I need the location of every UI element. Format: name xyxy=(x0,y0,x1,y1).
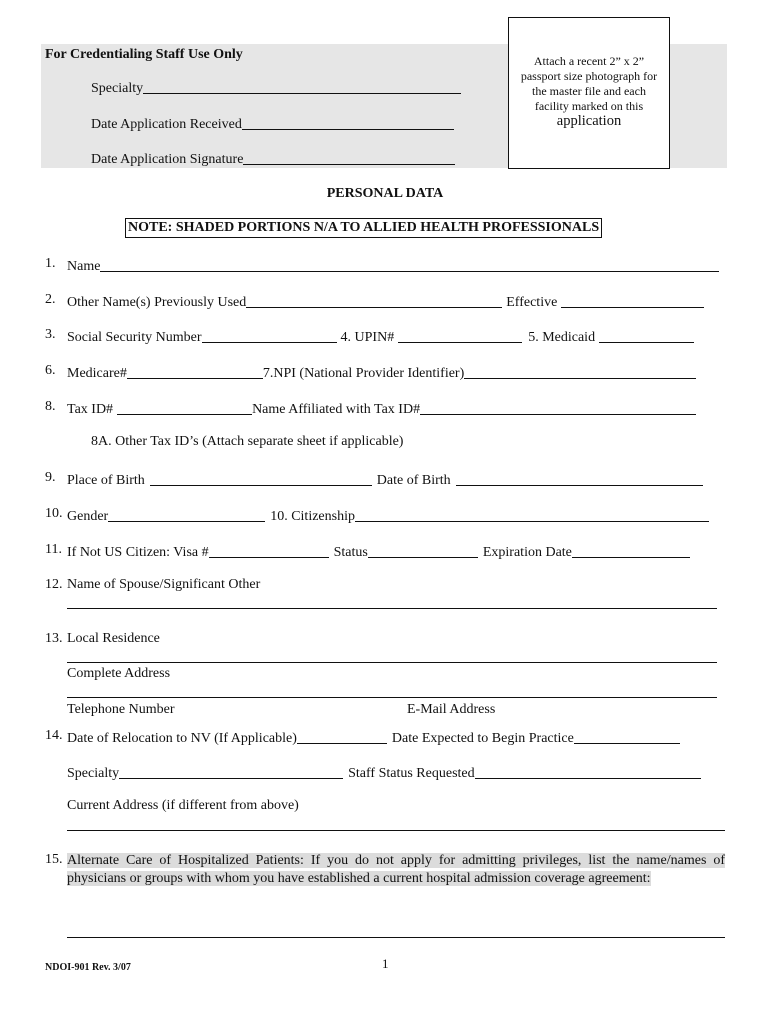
staff-specialty-row xyxy=(91,78,461,97)
alternate-care-text xyxy=(67,852,725,888)
item-number: 12. xyxy=(45,577,63,592)
citizenship-field[interactable] xyxy=(355,506,709,522)
alternate-care-field[interactable] xyxy=(67,937,725,938)
alternate-care-shaded: Alternate Care of Hospitalized Patients: If you do not apply for admitting privileges, list the name/names of physicians or groups with whom you have established a current hospital admission coverage agreement: xyxy=(67,853,725,886)
item-number: 11. xyxy=(45,542,62,557)
spouse-field[interactable] xyxy=(67,608,717,609)
specialty-row xyxy=(67,763,701,782)
expiration-label: Expiration Date xyxy=(482,545,572,560)
relocation-field[interactable] xyxy=(297,728,387,744)
complete-address-label: Complete Address xyxy=(67,666,171,681)
page-title: PERSONAL DATA xyxy=(326,186,444,201)
form-id: NDOI-901 Rev. 3/07 xyxy=(45,962,131,973)
date-received-label: Date Application Received xyxy=(91,117,242,132)
item-number: 10. xyxy=(45,506,63,521)
other-names-field[interactable] xyxy=(246,292,502,308)
staff-status-label: Staff Status Requested xyxy=(348,766,475,781)
effective-field[interactable] xyxy=(561,292,704,308)
item-number: 14. xyxy=(45,728,63,743)
staff-specialty-field[interactable] xyxy=(143,78,461,94)
npi-field[interactable] xyxy=(464,363,696,379)
status-label: Status xyxy=(333,545,368,560)
photo-instructions xyxy=(519,54,659,129)
other-names-label: Other Name(s) Previously Used xyxy=(67,295,247,310)
visa-label: If Not US Citizen: Visa # xyxy=(67,545,209,560)
date-received-row xyxy=(91,114,454,133)
gender-row xyxy=(67,506,709,525)
item-number: 1. xyxy=(45,256,56,271)
current-address-field[interactable] xyxy=(67,830,725,831)
date-signature-row xyxy=(91,149,455,168)
medicare-field[interactable] xyxy=(127,363,263,379)
upin-field[interactable] xyxy=(398,327,522,343)
place-birth-label: Place of Birth xyxy=(67,473,145,488)
specialty-label: Specialty xyxy=(67,766,120,781)
local-residence-label: Local Residence xyxy=(67,631,160,646)
citizenship-label: 10. Citizenship xyxy=(270,509,355,524)
expiration-field[interactable] xyxy=(572,542,690,558)
other-names-row xyxy=(67,292,704,311)
medicaid-field[interactable] xyxy=(599,327,694,343)
place-birth-field[interactable] xyxy=(150,470,372,486)
local-residence-field[interactable] xyxy=(67,662,717,663)
visa-field[interactable] xyxy=(209,542,329,558)
name-field[interactable] xyxy=(100,256,719,272)
photo-text-line: passport size photograph for xyxy=(520,69,658,83)
relocation-label: Date of Relocation to NV (If Applicable) xyxy=(67,731,297,746)
item-number: 13. xyxy=(45,631,63,646)
email-label: E-Mail Address xyxy=(407,702,496,717)
other-tax-note: 8A. Other Tax ID’s (Attach separate sheet if applicable) xyxy=(91,434,404,449)
medicare-label: Medicare# xyxy=(67,366,127,381)
photo-text-line: application xyxy=(556,113,622,129)
page-number: 1 xyxy=(382,956,389,971)
name-tax-label: Name Affiliated with Tax ID# xyxy=(252,402,421,417)
visa-row xyxy=(67,542,690,561)
item-number: 2. xyxy=(45,292,56,307)
ssn-label: Social Security Number xyxy=(67,330,202,345)
item-number: 9. xyxy=(45,470,56,485)
telephone-label: Telephone Number xyxy=(67,702,175,717)
staff-specialty-label: Specialty xyxy=(91,81,144,96)
tax-id-field[interactable] xyxy=(117,399,252,415)
medicare-row xyxy=(67,363,696,382)
name-row xyxy=(67,256,719,275)
ssn-row xyxy=(67,327,694,346)
current-address-label: Current Address (if different from above) xyxy=(67,798,299,813)
relocation-row xyxy=(67,728,680,747)
date-received-field[interactable] xyxy=(242,114,454,130)
photo-text-line: facility marked on this xyxy=(534,99,644,113)
staff-use-heading: For Credentialing Staff Use Only xyxy=(45,47,243,62)
medicaid-label: 5. Medicaid xyxy=(528,330,596,345)
date-birth-field[interactable] xyxy=(456,470,703,486)
spouse-label: Name of Spouse/Significant Other xyxy=(67,577,261,592)
staff-status-field[interactable] xyxy=(475,763,701,779)
gender-label: Gender xyxy=(67,509,109,524)
photo-text-line: Attach a recent 2” x 2” xyxy=(533,54,645,68)
item-number: 15. xyxy=(45,852,63,867)
name-tax-field[interactable] xyxy=(420,399,696,415)
item-number: 6. xyxy=(45,363,56,378)
photo-box[interactable] xyxy=(508,17,670,169)
name-label: Name xyxy=(67,259,101,274)
upin-label: 4. UPIN# xyxy=(340,330,395,345)
date-signature-field[interactable] xyxy=(243,149,455,165)
npi-label: 7.NPI (National Provider Identifier) xyxy=(262,366,465,381)
effective-label: Effective xyxy=(506,295,558,310)
specialty-field[interactable] xyxy=(119,763,343,779)
note-box: NOTE: SHADED PORTIONS N/A TO ALLIED HEALTH PROFESSIONALS xyxy=(125,218,602,238)
tax-id-label: Tax ID# xyxy=(67,402,114,417)
birth-row xyxy=(67,470,703,489)
begin-practice-field[interactable] xyxy=(574,728,680,744)
item-number: 8. xyxy=(45,399,56,414)
gender-field[interactable] xyxy=(108,506,265,522)
photo-text-line: the master file and each xyxy=(532,84,646,98)
date-birth-label: Date of Birth xyxy=(376,473,451,488)
complete-address-field[interactable] xyxy=(67,697,717,698)
item-number: 3. xyxy=(45,327,56,342)
begin-practice-label: Date Expected to Begin Practice xyxy=(391,731,574,746)
tax-id-row xyxy=(67,399,696,418)
date-signature-label: Date Application Signature xyxy=(91,152,244,167)
ssn-field[interactable] xyxy=(202,327,337,343)
status-field[interactable] xyxy=(368,542,478,558)
